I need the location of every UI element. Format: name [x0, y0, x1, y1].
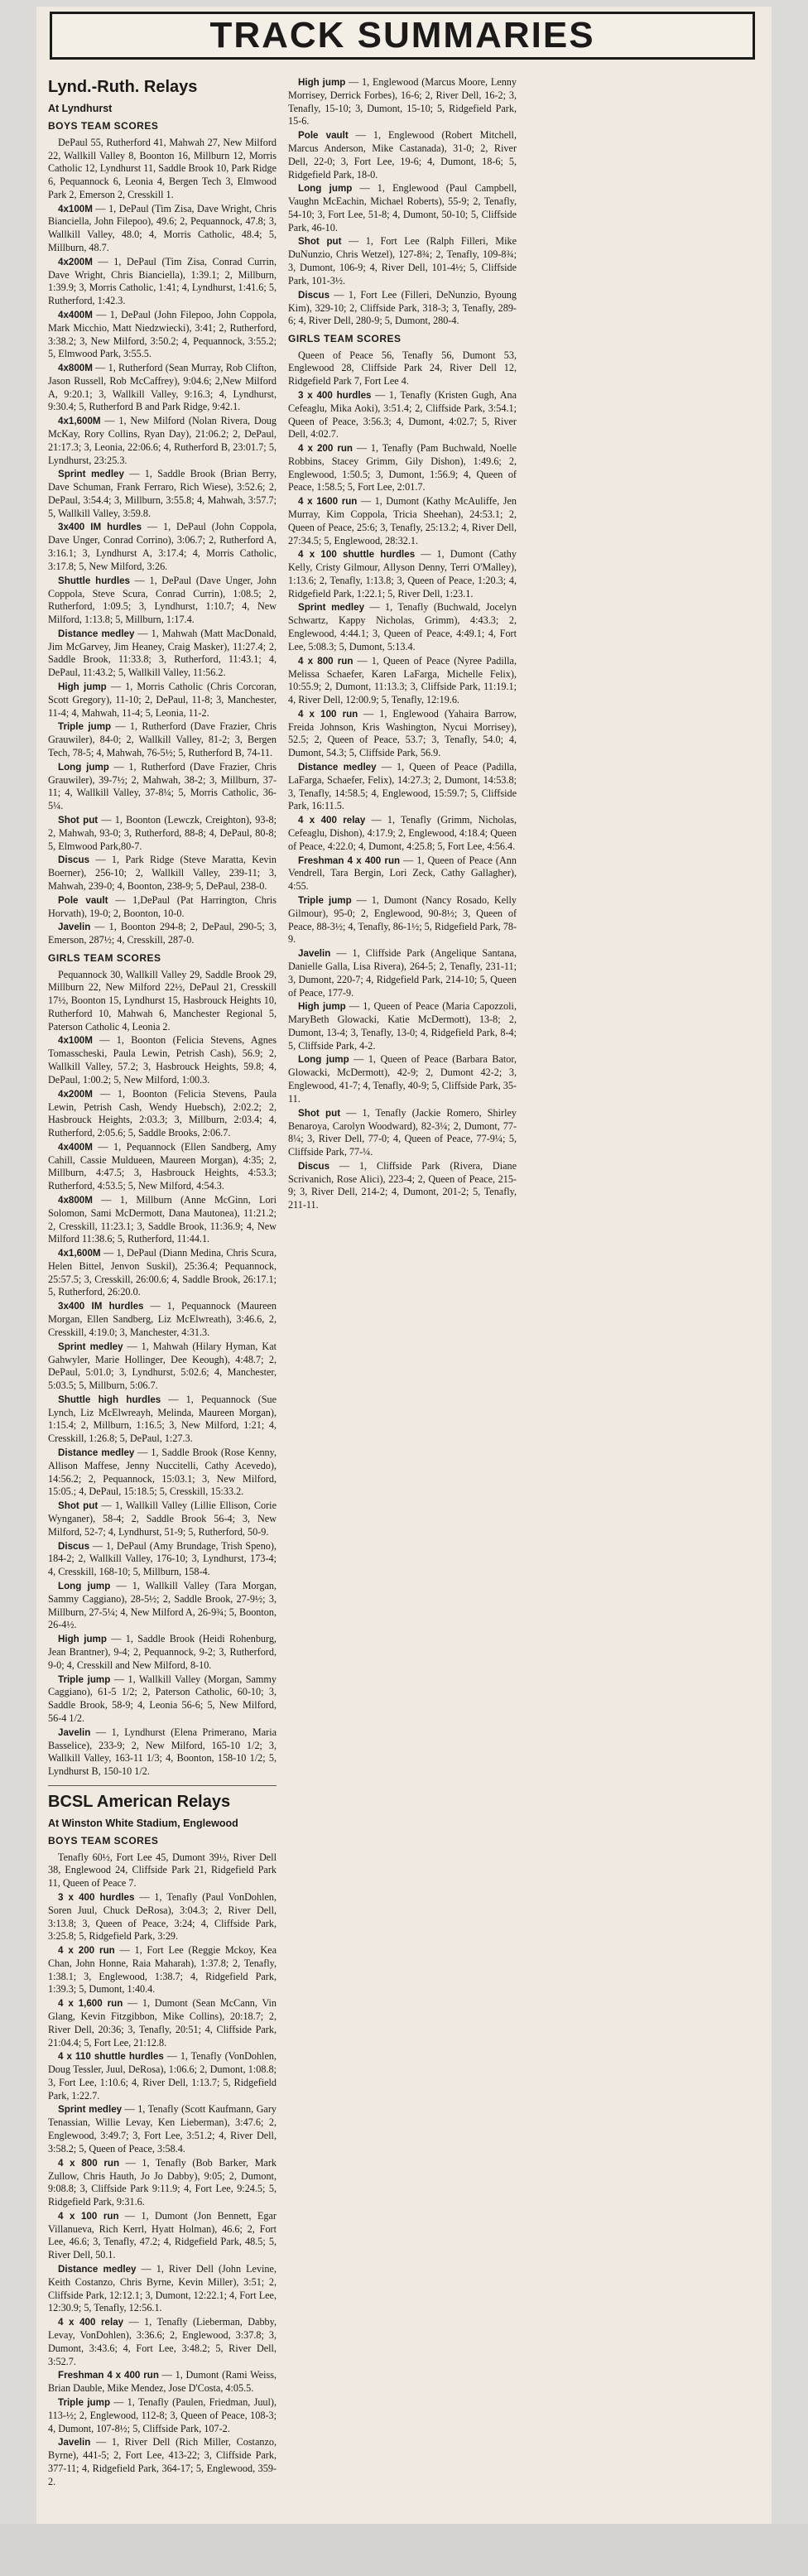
event-results: — 1, Englewood (Marcus Moore, Lenny Morrisey, Derrick Forbes), 16-6; 2, River Dell, 16-2; 3, Tenafly, 15-10; 3, Dumont, 15-10; 5, Ridgefield Park, 15-6. [288, 76, 517, 128]
event-results: — 1, Queen of Peace (Nyree Padilla, Melissa Schaefer, Karen LaFarga, Michelle Felix), 10:55.9; 2, Dumont, 11:13.3; 3, Cliffside Park, 11:19.1; 4, River Dell, 12:00.9; 5, Tenafly, 12:19.6. [288, 654, 517, 706]
event-results: — 1, Boonton 294-8; 2, DePaul, 290-5; 3, Emerson, 287½; 4, Cresskill, 287-0. [48, 921, 277, 946]
event-results: — 1, DePaul (John Filepoo, John Coppola, Mark Micchio, Matt Niedzwiecki), 3:41; 2, Rutherford, 3:38.2; 3, New Milford, 3:50.2; 4, Pequannock, 3:55.2; 5, Elmwood Park, 3:55.5. [48, 308, 277, 360]
result-paragraph [48, 2369, 277, 2395]
result-paragraph [48, 1851, 277, 1890]
event-name: Shot put [58, 814, 99, 826]
event-results: — 1, Dumont (Cathy Kelly, Cristy Gilmour, Allyson Denny, Terri O'Malley), 1:13.6; 2, Tenafly, 1:13.8; 3, Queen of Peace, 1:20.3; 4, Ridgefield Park, 1:22.1; 5, River Dell, 1:23.1. [288, 548, 517, 599]
event-results: — 1, Rutherford (Dave Frazier, Chris Grauwiler), 39-7½; 2, Mahwah, 38-2; 3, Millburn, 37-11; 4, Wallkill Valley, 37-8¼; 5, Morris Catholic, 36-5¼. [48, 760, 277, 812]
event-name: Triple jump [58, 2396, 111, 2408]
result-paragraph [48, 921, 277, 947]
event-name: High jump [58, 681, 107, 692]
event-name: 4x100M [58, 1035, 93, 1047]
event-name: 4x800M [58, 362, 93, 373]
result-paragraph [48, 628, 277, 680]
banner [50, 12, 755, 60]
event-results: — 1, Tenafly (Scott Kaufmann, Gary Tenassian, Willie Levay, Ken Lieberman), 3:47.6; 2, Englewood, 3:49.7; 3, Fort Lee, 3:51.2; 4, River Dell, 3:58.2; 5, Queen of Peace, 3:58.4. [48, 2103, 277, 2155]
article-divider [48, 1785, 277, 1786]
event-results: — 1, Lyndhurst (Elena Primerano, Maria Basselice), 233-9; 2, New Milford, 165-10 1/2; 3, Wallkill Valley, 163-11 1/3; 4, Boonton, 158-10 1/2; 5, Lyndhurst B, 150-10 1/2. [48, 1726, 277, 1778]
event-name: 4 x 110 shuttle hurdles [58, 2051, 164, 2063]
event-results: — 1, Saddle Brook (Rose Kenny, Allison Maffese, Jenny Nuccitelli, Cathy Acevedo), 14:56.2; 2, Pequannock, 15:03.1; 3, New Milford, 15:05.; 4, DePaul, 15:18.5; 5, Cresskill, 15:33.2. [48, 1446, 277, 1498]
event-results: — 1, Tenafly (Paulen, Friedman, Juul), 113-½; 2, Englewood, 112-8; 3, Queen of Peace, 108-3; 4, Dumont, 107-8½; 5, Cliffside Park, 107-2. [48, 2395, 277, 2434]
event-results: — 1, DePaul (Tim Zisa, Conrad Currin, Dave Wright, Chris Bianciella), 1:39.1; 2, Millburn, 1:39.9; 3, Morris Catholic, 1:41; 4, Lyndhurst, 1:41.6; 5, Rutherford, 1:42.3. [48, 255, 277, 307]
event-results: — 1, Tenafly (Bob Barker, Mark Zullow, Chris Hauth, Jo Jo Dabby), 9:05; 2, Dumont, 9:08.8; 3, Cliffside Park 9:11.9; 4, Fort Lee, 9:24.5; 5, Ridgefield Park, 9:31.6. [48, 2156, 277, 2208]
result-paragraph [48, 1447, 277, 1499]
column-2 [288, 76, 517, 2516]
event-name: 4 x 800 run [298, 655, 354, 667]
event-name: Shuttle hurdles [58, 575, 130, 586]
event-name: High jump [298, 77, 346, 88]
event-results: — 1, Queen of Peace (Barbara Bator, Glowacki, McDermott), 42-9; 2, Dumont 42-2; 3, Englewood, 41-7; 4, Tenafly, 40-9; 5, Cliffside Park, 35-11. [288, 1053, 517, 1105]
result-paragraph [48, 1341, 277, 1393]
event-name: Javelin [58, 922, 91, 933]
result-paragraph [48, 1394, 277, 1446]
event-results: — 1, DePaul (John Coppola, Dave Unger, Conrad Corrino), 3:06.7; 2, Rutherford A, 3:16.1; 3, Lyndhurst A, 3:17.4; 4, Morris Catholic, 3:17.8; 5, New Milford, 3:26. [48, 521, 277, 572]
result-paragraph [288, 442, 517, 494]
event-results: — 1, Cliffside Park (Angelique Santana, Danielle Galla, Lisa Rivera), 264-5; 2, Tenafly, 231-11; 3, Dumont, 220-7; 4, Ridgefield Park, 214-10; 5, Queen of Peace, 177-9. [288, 947, 517, 999]
result-paragraph [288, 814, 517, 853]
event-name: Distance medley [58, 628, 135, 639]
event-name: 4x200M [58, 1088, 93, 1100]
girls-team-scores-heading: GIRLS TEAM SCORES [48, 952, 161, 965]
article-headline: BCSL American Relays [48, 1792, 231, 1811]
result-paragraph [48, 1300, 277, 1339]
event-name: Javelin [298, 948, 331, 960]
result-paragraph [48, 1034, 277, 1086]
event-results: — 1, Fort Lee (Reggie Mckoy, Kea Chan, John Honne, Raia Maharah), 1:37.8; 2, Tenafly, 1:38.1; 3, Englewood, 1:38.7; 4, Ridgefield Park, 1:39.3; 5, Dumont, 1:40.4. [48, 1944, 277, 1996]
event-results: — 1, Pequannock (Sue Lynch, Liz McElwreayh, Melinda, Maureen Morgan), 1:15.4; 2, Millburn, 1:16.5; 3, New Milford, 1:21; 4, Cresskill, 1:26.8; 5, DePaul, 1:27.3. [48, 1393, 277, 1445]
article-dateline: At Lyndhurst [48, 103, 113, 114]
event-results: — 1, Queen of Peace (Ann Vendrell, Tara Bergin, Lori Zeck, Cathy Gallagher), 4:55. [288, 854, 517, 893]
event-name: 4 x 100 run [58, 2210, 119, 2222]
event-name: 4 x 100 shuttle hurdles [298, 549, 416, 561]
result-paragraph [48, 854, 277, 893]
event-name: Triple jump [58, 1673, 111, 1685]
event-name: Javelin [58, 1726, 91, 1738]
event-results: — 1, Tenafly (Kristen Gugh, Ana Cefeaglu, Mika Aoki), 3:51.4; 2, Cliffside Park, 3:54.1; Queen of Peace, 3:56.3; 4, Dumont, 4:02.7; 5, River Dell, 4:02.7. [288, 388, 517, 441]
event-results: — 1, Dumont (Nancy Rosado, Kelly Gilmour), 95-0; 2, Englewood, 90-8½; 3, Queen of Peace, 88-3½; 4, Tenafly, 86-1½; 5, Ridgefield Park, 78-9. [288, 893, 517, 946]
result-paragraph [288, 655, 517, 707]
result-paragraph [288, 349, 517, 388]
event-results: — 1, Rutherford (Dave Frazier, Chris Grauwiler), 84-0; 2, Wallkill Valley, 81-2; 3, Bergen Tech, 78-5; 4, Mahwah, 76-5½; 5, Rutherford B, 74-11. [48, 720, 277, 759]
result-paragraph [288, 495, 517, 547]
event-results: Queen of Peace 56, Tenafly 56, Dumont 53, Englewood 28, Cliffside Park 24, River Dell 12, Ridgefield Park 7, Fort Lee 4. [288, 349, 517, 388]
event-name: Triple jump [58, 721, 112, 733]
event-name: Long jump [58, 1580, 111, 1591]
result-paragraph [48, 894, 277, 921]
result-paragraph [288, 76, 517, 128]
event-name: Sprint medley [58, 2104, 123, 2116]
event-results: Tenafly 60½, Fort Lee 45, Dumont 39½, River Dell 38, Englewood 24, Cliffside Park 21, Ridgefield Park 11, Queen of Peace 7. [48, 1851, 277, 1890]
result-paragraph [288, 1053, 517, 1105]
event-results: — 1, Tenafly (Grimm, Nicholas, Cefeaglu, Dishon), 4:17.9; 2, Englewood, 4:18.4; Queen of Peace, 4:22.0; 4, Dumont, 4:25.8; 5, Fort Lee, 4:56.4. [288, 814, 517, 852]
result-paragraph [48, 814, 277, 853]
boys-team-scores-heading: BOYS TEAM SCORES [48, 120, 159, 132]
result-paragraph [288, 761, 517, 813]
event-results: — 1, Tenafly (Lieberman, Dabby, Levay, VonDohlen), 3:36.6; 2, Englewood, 3:37.8; 3, Dumont, 3:43.6; 4, Fort Lee, 3:48.2; 5, River Dell, 3:52.7. [48, 2316, 277, 2367]
result-paragraph [48, 521, 277, 573]
event-name: 4x400M [58, 309, 93, 320]
event-results: — 1, Dumont (Jon Bennett, Egar Villanueva, Rich Kerrl, Hyatt Holman), 46.6; 2, Fort Lee, 46.6; 3, Tenafly, 47.2; 4, Ridgefield Park, 48.5; 5, River Dell, 50.1. [48, 2209, 277, 2261]
result-paragraph [48, 1247, 277, 1299]
event-name: 4 x 1,600 run [58, 1998, 123, 2010]
result-paragraph [48, 1891, 277, 1943]
result-paragraph [48, 415, 277, 467]
event-name: Long jump [58, 761, 109, 773]
event-results: — 1, Saddle Brook (Brian Berry, Dave Schuman, Frank Ferraro, Rich Wiese), 3:52.6; 2, DePaul, 3:54.4; 3, Millburn, 3:55.8; 4, Mahwah, 3:57.7; 5, Wallkill Valley, 3:59.8. [48, 468, 277, 519]
event-name: 4x200M [58, 256, 93, 267]
event-name: Discus [58, 1540, 90, 1552]
event-name: Distance medley [298, 761, 377, 773]
result-paragraph [48, 256, 277, 308]
result-paragraph [48, 1088, 277, 1140]
event-results: — 1, DePaul (Amy Brundage, Trish Speno), 184-2; 2, Wallkill Valley, 176-10; 3, Lyndhurst, 173-4; 4, Cresskill, 168-10; 5, Millburn, 158-4. [48, 1539, 277, 1578]
event-results: — 1,DePaul (Pat Harrington, Chris Horvath), 19-0; 2, Boonton, 10-0. [48, 893, 277, 919]
event-name: 4x400M [58, 1141, 93, 1153]
event-name: Javelin [58, 2437, 91, 2448]
result-paragraph [48, 575, 277, 627]
result-paragraph [48, 309, 277, 361]
event-results: — 1, Morris Catholic (Chris Corcoran, Scott Gregory), 11-10; 2, DePaul, 11-8; 3, Manchester, 11-4; 4, Mahwah, 11-4; 5, Leonia, 11-2. [48, 680, 277, 719]
event-results: — 1, Dumont (Sean McCann, Vin Glang, Kevin Fitzgibbon, Mike Collins), 20:18.7; 2, River Dell, 20:36; 3, Tenafly, 20:51; 4, Cliffside Park, 21:04.4; 5, Fort Lee, 21:12.8. [48, 1997, 277, 2049]
result-paragraph [288, 548, 517, 600]
result-paragraph [288, 1107, 517, 1159]
result-paragraph [48, 1633, 277, 1672]
event-results: — 1, Cliffside Park (Rivera, Diane Scrivanich, Rose Alici), 223-4; 2, Queen of Peace, 215-9; 3, River Dell, 214-2; 4, Dumont, 201-2; 5, Tenafly, 211-11. [288, 1159, 517, 1211]
result-paragraph [288, 289, 517, 328]
result-paragraph [48, 681, 277, 720]
event-results: — 1, Fort Lee (Ralph Filleri, Mike DuNunzio, Chris Wetzel), 127-8¾; 2, Tenafly, 109-8¾; 3, Dumont, 106-9; 4, River Dell, 101-4½; 5, Cliffside Park, 101-3½. [288, 235, 517, 286]
event-results: — 1, Wallkill Valley (Lillie Ellison, Corie Wynganer), 58-4; 2, Saddle Brook 56-4; 3, New Milford, 52-7; 4, Lyndhurst, 51-9; 5, Rutherford, 50-9. [48, 1500, 277, 1538]
event-results: — 1, Saddle Brook (Heidi Rohenburg, Jean Brantner), 9-4; 2, Pequannock, 9-2; 3, Rutherford, 9-0; 4, Cresskill and New Milford, 8-10. [48, 1633, 277, 1671]
event-name: Sprint medley [298, 602, 365, 614]
event-results: — 1, River Dell (John Levine, Keith Costanzo, Chris Byrne, Kevin Miller), 3:51; 2, Cliffside Park, 12:12.1; 3, Dumont, 12:22.1; 4, Fort Lee, 12:30.9; 5, Tenafly, 12:56.1. [48, 2262, 277, 2314]
event-name: Triple jump [298, 894, 352, 906]
event-name: Discus [298, 1160, 330, 1172]
result-paragraph [48, 1500, 277, 1538]
event-name: Freshman 4 x 400 run [298, 855, 401, 866]
column-1 [48, 76, 277, 2516]
result-paragraph [48, 1673, 277, 1726]
result-paragraph [48, 1580, 277, 1632]
event-results: — 1, Tenafly (Jackie Romero, Shirley Benaroya, Carolyn Woodward), 82-3¼; 2, Dumont, 77-8¼; 3, River Dell, 77-0; 4, Queen of Peace, 77-9¼; 5, Cliffside Park, 77-¼. [288, 1106, 517, 1158]
event-results: — 1, Dumont (Kathy McAuliffe, Jen Murray, Kim Coppola, Tricia Sheehan), 24:53.1; 2, Queen of Peace, 25:6; 3, Tenafly, 25:13.2; 4, River Dell, 27:34.5; 5, Englewood, 28:32.1. [288, 495, 517, 546]
event-name: Sprint medley [58, 469, 124, 480]
event-name: 4 x 200 run [298, 443, 354, 454]
result-paragraph [48, 1540, 277, 1579]
article-dateline: At Winston White Stadium, Englewood [48, 1817, 238, 1829]
event-name: Distance medley [58, 2263, 137, 2275]
result-paragraph [48, 468, 277, 520]
event-results: — 1, DePaul (Tim Zisa, Dave Wright, Chris Bianciella, John Filepoo), 49.6; 2, Pequannock, 47.8; 3, Wallkill Valley, 48.0; 4, Morris Catholic, 48.4; 5, Millburn, 48.7. [48, 202, 277, 253]
event-name: 4 x 1600 run [298, 496, 358, 508]
event-name: 4 x 100 run [298, 708, 358, 720]
event-name: Freshman 4 x 400 run [58, 2370, 159, 2381]
event-results: — 1, Park Ridge (Steve Maratta, Kevin Boerner), 256-10; 2, Wallkill Valley, 239-11; 3, Mahwah, 239-0; 4, Boonton, 238-9; 5, DePaul, 238-0. [48, 854, 277, 893]
result-paragraph [48, 761, 277, 813]
event-name: Pole vault [298, 130, 349, 142]
result-paragraph [288, 855, 517, 893]
result-paragraph [48, 720, 277, 759]
background-strip [0, 2524, 808, 2576]
result-paragraph [48, 969, 277, 1034]
event-results: — 1, Englewood (Robert Mitchell, Marcus Anderson, Mike Castanada), 31-0; 2, River Dell, 22-0; 3, Fort Lee, 19-6; 4, Dumont, 18-6; 5, Ridgefield Park, 18-0. [288, 129, 517, 181]
event-results: — 1, Tenafly (Paul VonDohlen, Soren Juul, Chuck DeRosa), 3:04.3; 2, River Dell, 3:13.8; 3, Queen of Peace, 3:24; 4, Cliffside Park, 3:25.8; 5, Ridgefield Park, 3:29. [48, 1890, 277, 1943]
event-name: Sprint medley [58, 1341, 123, 1352]
result-paragraph [288, 389, 517, 441]
event-name: 4 x 400 relay [58, 2317, 124, 2328]
event-name: Shot put [58, 1500, 99, 1512]
article-headline: Lynd.-Ruth. Relays [48, 78, 198, 96]
event-name: Long jump [298, 1054, 349, 1066]
result-paragraph [48, 203, 277, 255]
event-name: High jump [298, 1001, 346, 1013]
result-paragraph [48, 2157, 277, 2209]
result-paragraph [48, 2316, 277, 2368]
result-paragraph [48, 2210, 277, 2262]
boys-team-scores-heading: BOYS TEAM SCORES [48, 1835, 159, 1847]
event-name: 4x800M [58, 1194, 93, 1206]
event-results: — 1, Queen of Peace (Maria Capozzoli, MaryBeth Glowacki, Katie McDermott), 13-8; 2, Dumont, 13-4; 3, Tenafly, 13-0; 4, Ridgefield Park, 8-4; 5, Cliffside Park, 4-2. [288, 1000, 517, 1052]
event-name: 4x100M [58, 203, 93, 214]
newspaper-clipping [36, 7, 772, 2524]
result-paragraph [48, 362, 277, 414]
result-paragraph [48, 2050, 277, 2102]
event-name: Shuttle high hurdles [58, 1394, 161, 1405]
event-results: DePaul 55, Rutherford 41, Mahwah 27, New Milford 22, Wallkill Valley 8, Boonton 16, Millburn 12, Morris Catholic 12, Lyndhurst 11, Saddle Brook 10, Park Ridge 6, Pequannock 6, Leonia 4, Bergen Tech 3, Elmwood Park 2, Emerson 2, Cresskill 1. [48, 136, 277, 200]
event-name: High jump [58, 1634, 107, 1645]
result-paragraph [288, 235, 517, 287]
event-name: 4x1,600M [58, 1248, 101, 1259]
event-results: — 1, DePaul (Diann Medina, Chris Scura, Helen Bittel, Jenvon Suskil), 25:36.4; Pequannock, 25:57.5; 3, Cresskill, 26:00.6; 4, Saddle Brook, 26:17.1; 5, Rutherford, 26:20.0. [48, 1247, 277, 1298]
result-paragraph [48, 1944, 277, 1996]
event-name: Discus [58, 855, 90, 866]
event-results: — 1, Dumont (Rami Weiss, Brian Dauble, Mike Mendez, Jose D'Costa, 4:05.5. [48, 2369, 277, 2395]
event-results: — 1, Millburn (Anne McGinn, Lori Solomon, Sami McDermott, Dana Mautonea), 11:21.2; 2, Cresskill, 11:23.1; 3, Saddle Brook, 11:36.9; 4, New Milford 11:38.6; 5, Rutherford, 11:44.1. [48, 1193, 277, 1245]
event-name: Shot put [298, 1107, 341, 1119]
event-results: — 1, Boonton (Lewczk, Creighton), 93-8; 2, Mahwah, 93-0; 3, Rutherford, 88-8; 4, DePaul, 80-8; 5, Elmwood Park,80-7. [48, 813, 277, 852]
girls-team-scores-heading: GIRLS TEAM SCORES [288, 333, 402, 345]
event-results: — 1, Englewood (Yahaira Barrow, Freida Johnson, Kris Washington, Nycui Morrisey), 52.5; 2, Queen of Peace, 53.7; 3, Tenafly, 54.0; 4, Dumont, 54.3; 5, Cliffside Park, 56.9. [288, 707, 517, 759]
event-name: 4 x 200 run [58, 1945, 115, 1957]
result-paragraph [48, 2263, 277, 2315]
result-paragraph [288, 129, 517, 181]
event-name: Pole vault [58, 894, 108, 906]
result-paragraph [48, 137, 277, 202]
event-results: Pequannock 30, Wallkill Valley 29, Saddle Brook 29, Millburn 22, New Milford 22½, DePaul 21, Cresskill 17½, Boonton 15, Lyndhurst 15, Hasbrouck Heights 10, Rutherford 10, Mahwah 6, Manchester Regional 5, Paterson Catholic 4, Leonia 2. [48, 968, 277, 1033]
event-name: 3x400 IM hurdles [58, 522, 142, 533]
event-results: — 1, Rutherford (Sean Murray, Rob Clifton, Jason Russell, Rob McCaffrey), 9:04.6; 2,New Milford A, 9:20.1; 3, Wallkill Valley, 9:16.3; 4, Lyndhurst, 9:30.4; 5, Rutherford B and Park Ridge, 9:42.1. [48, 361, 277, 413]
event-results: — 1, Englewood (Paul Campbell, Vaughn McEachin, Michael Roberts), 55-9; 2, Tenafly, 54-10; 3, Fort Lee, 51-8; 4, Dumont, 50-10; 5, Cliffside Park, 46-10. [288, 182, 517, 234]
event-results: — 1, River Dell (Rich Miller, Costanzo, Byrne), 441-5; 2, Fort Lee, 413-22; 3, Cliffside Park, 377-11; 4, Ridgefield Park, 364-17; 5, Englewood, 359-2. [48, 2436, 277, 2487]
event-results: — 1, Fort Lee (Filleri, DeNunzio, Byoung Kim), 329-10; 2, Cliffside Park, 318-3; 3, Tenafly, 289-6; 4, River Dell, 280-9; 5, Dumont, 280-4. [288, 288, 517, 327]
event-results: — 1, New Milford (Nolan Rivera, Doug McKay, Rory Collins, Ryan Day), 21:06.2; 2, DePaul, 21:17.3; 3, Leonia, 22:06.6; 4, Rutherford B, 23:01.7; 5, Lyndhurst, 23:25.3. [48, 415, 277, 466]
event-name: Discus [298, 289, 330, 301]
event-results: — 1, Boonton (Felicia Stevens, Agnes Tomasscheski, Paula Lewin, Petrish Cash), 56.9; 2, Wallkill Valley, 57.2; 3, Hasbrouck Heights, 59.8; 4, DePaul, 1:00.2; 5, New Milford, 1:00.3. [48, 1034, 277, 1086]
column-3 [530, 76, 758, 2516]
result-paragraph [48, 1141, 277, 1193]
event-name: Shot put [298, 236, 342, 248]
event-name: 4 x 800 run [58, 2157, 120, 2169]
result-paragraph [48, 1726, 277, 1779]
result-paragraph [48, 2103, 277, 2155]
result-paragraph [288, 182, 517, 234]
event-name: 3 x 400 hurdles [58, 1891, 135, 1903]
result-paragraph [48, 2396, 277, 2435]
event-results: — 1, Pequannock (Ellen Sandberg, Amy Cahill, Cassie Muldueen, Maureen Morgan), 4:35; 2, Millburn, 4:47.5; 3, Hasbrouck Heights, 4:53.3; Rutherford, 4:53.5; 5, New Milford, 4:54.3. [48, 1140, 277, 1192]
event-results: — 1, Tenafly (Pam Buchwald, Noelle Robbins, Stacey Grimm, Gily Dishon), 1:49.6; 2, Englewood, 1:50.5; 3, Dumont, 1:56.9; 4, Queen of Peace, 1:58.5; 5, Fort Lee, 2:01.7. [288, 442, 517, 494]
event-name: Long jump [298, 183, 353, 195]
result-paragraph [288, 894, 517, 946]
result-paragraph [48, 1194, 277, 1246]
result-paragraph [288, 601, 517, 653]
event-results: — 1, Wallkill Valley (Tara Morgan, Sammy Caggiano), 28-5½; 2, Saddle Brook, 27-9½; 3, Millburn, 27-5¼; 4, New Milford A, 26-9¾; 5, Boonton, 26-4½. [48, 1579, 277, 1631]
event-results: — 1, Pequannock (Maureen Morgan, Ellen Sandberg, Liz McElwreath), 3:46.6, 2, Cresskill, 4:19.0; 3, Manchester, 4:31.3. [48, 1300, 277, 1338]
result-paragraph [288, 708, 517, 760]
result-paragraph [288, 947, 517, 999]
event-results: — 1, DePaul (Dave Unger, John Coppola, Steve Scura, Conrad Currin), 1:08.5; 2, Rutherford, 1:09.5; 3, Lyndhurst, 1:10.7; 4, New Milford, 1:13.8; 5, Millburn, 1:17.4. [48, 574, 277, 626]
event-name: Distance medley [58, 1447, 135, 1458]
event-name: 4 x 400 relay [298, 815, 366, 826]
result-paragraph [48, 2436, 277, 2488]
event-results: — 1, Boonton (Felicia Stevens, Paula Lewin, Petrish Cash, Wendy Huebsch), 2:02.2; 2, Hasbrouck Heights, 2:03.3; 3, Millburn, 2:03.4; 4, Rutherford, 2:05.6; 5, Saddle Brooks, 2:06.7. [48, 1087, 277, 1139]
result-paragraph [288, 1000, 517, 1052]
result-paragraph [288, 1160, 517, 1212]
event-name: 3x400 IM hurdles [58, 1301, 144, 1312]
result-paragraph [48, 1997, 277, 2049]
event-results: — 1, Tenafly (Buchwald, Jocelyn Schwartz, Kappy Nicholas, Grimm), 4:43.3; 2, Englewood, 4:44.1; 3, Queen of Peace, 4:49.1; 4, Fort Lee, 5:08.3; 5, Dumont, 5:13.4. [288, 601, 517, 652]
event-results: — 1, Tenafly (VonDohlen, Doug Tessler, Juul, DeRosa), 1:06.6; 2, Dumont, 1:08.8; 3, Fort Lee, 1:10.6; 4, River Dell, 1:13.7; 5, Ridgefield Park, 1:22.7. [48, 2050, 277, 2102]
event-results: — 1, Queen of Peace (Padilla, LaFarga, Schaefer, Felix), 14:27.3; 2, Dumont, 14:53.8; 3, Tenafly, 14:58.5; 4, Englewood, 15:59.7; 5, Cliffside Park, 16:11.5. [288, 760, 517, 812]
banner-title: TRACK SUMMARIES [209, 15, 595, 55]
event-results: — 1, Mahwah (Hilary Hyman, Kat Gahwyler, Marie Hollinger, Dee Keough), 4:48.7; 2, DePaul, 5:01.0; 3, Lyndhurst, 5:02.6; 4, Manchester, 5:03.5; 5, Millburn, 5:06.7. [48, 1340, 277, 1392]
event-name: 3 x 400 hurdles [298, 389, 372, 401]
event-results: — 1, Mahwah (Matt MacDonald, Jim McGarvey, Jim Heaney, Craig Masker), 11:27.4; 2, Saddle Brook, 11:33.8; 3, Rutherford, 11:43.1; 4, DePaul, 11:43.2; 5, Wallkill Valley, 11:56.2. [48, 627, 277, 679]
event-results: — 1, Wallkill Valley (Morgan, Sammy Caggiano), 61-5 1/2; 2, Paterson Catholic, 60-10; 3, Saddle Brook, 58-9; 4, Leonia 56-6; 5, New Milford, 56-4 1/2. [48, 1673, 277, 1724]
event-name: 4x1,600M [58, 416, 101, 427]
